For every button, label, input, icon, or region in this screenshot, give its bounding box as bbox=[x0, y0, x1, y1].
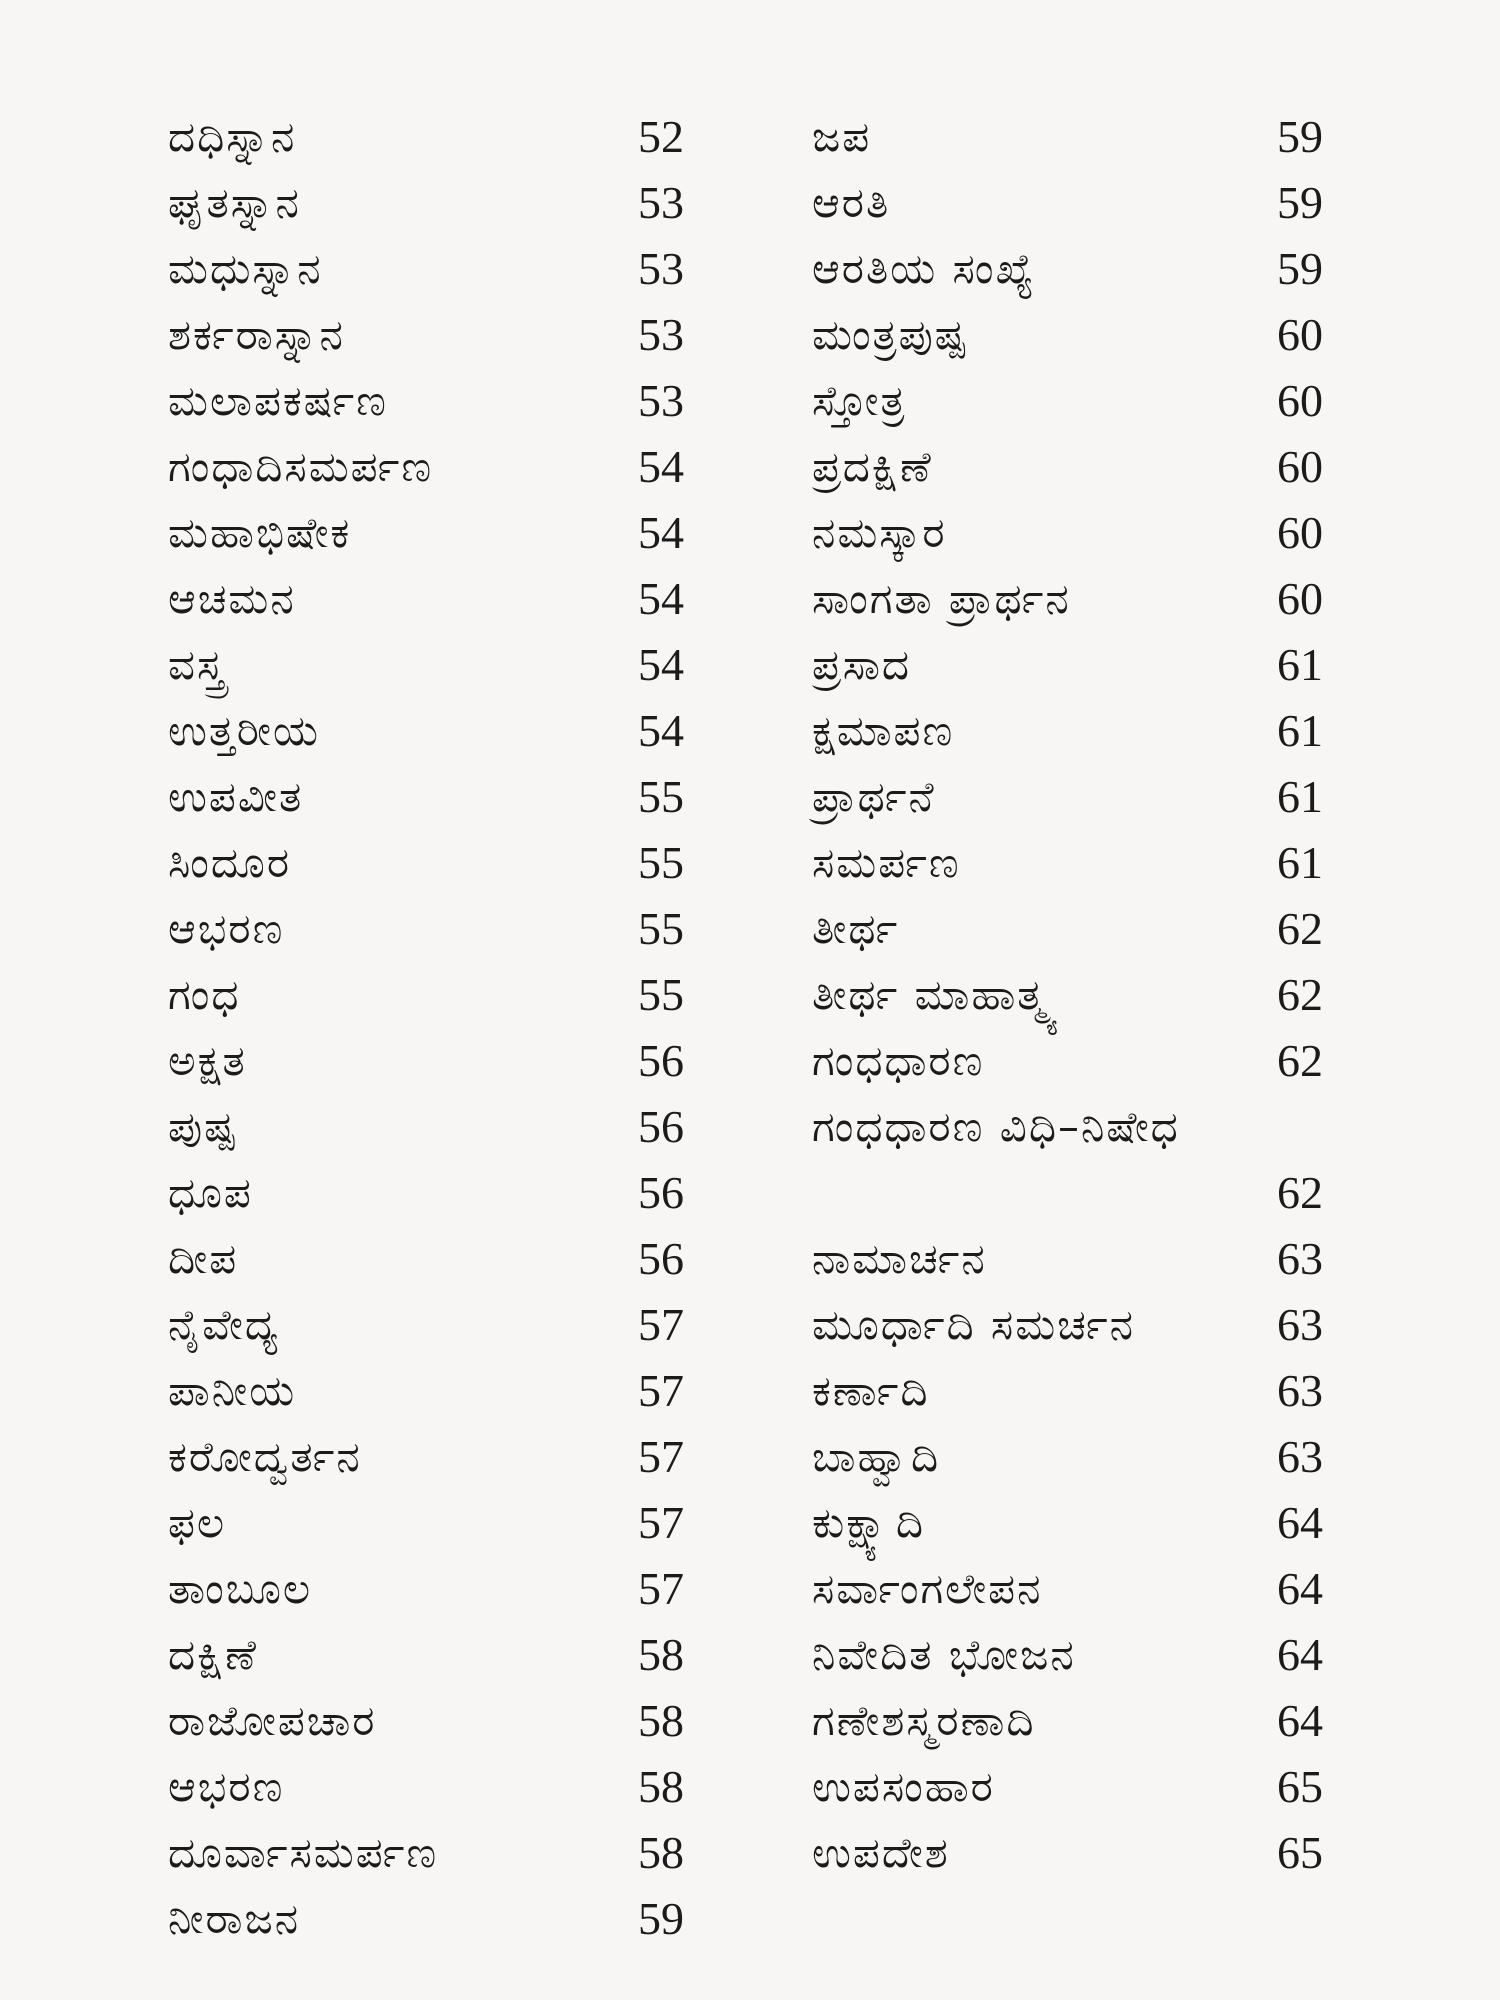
index-entry bbox=[168, 302, 698, 368]
entry-topic: ಜಪ bbox=[812, 112, 872, 161]
entry-page-number: 54 bbox=[638, 441, 684, 492]
index-entry bbox=[168, 236, 698, 302]
entry-topic: ಮಲಾಪಕರ್ಷಣ bbox=[168, 376, 388, 425]
index-entry bbox=[168, 1490, 698, 1556]
right-index-column bbox=[812, 104, 1342, 1886]
entry-topic: ಮಹಾಭಿಷೇಕ bbox=[168, 508, 352, 557]
index-entry bbox=[812, 1688, 1342, 1754]
entry-topic: ತೀರ್ಥ bbox=[812, 904, 900, 953]
entry-page-number: 63 bbox=[1277, 1299, 1323, 1350]
index-entry bbox=[168, 632, 698, 698]
entry-page-number: 62 bbox=[1277, 969, 1323, 1020]
entry-topic: ನಿವೇದಿತ ಭೋಜನ bbox=[812, 1630, 1076, 1679]
index-entry bbox=[812, 1490, 1342, 1556]
entry-page-number: 57 bbox=[638, 1299, 684, 1350]
entry-page-number: 60 bbox=[1277, 441, 1323, 492]
entry-topic: ಸರ್ವಾಂಗಲೇಪನ bbox=[812, 1564, 1043, 1613]
entry-topic: ನಮಸ್ಕಾರ bbox=[812, 508, 947, 557]
index-entry bbox=[812, 566, 1342, 632]
entry-page-number: 63 bbox=[1277, 1431, 1323, 1482]
index-entry bbox=[168, 1622, 698, 1688]
index-entry bbox=[168, 1226, 698, 1292]
entry-page-number: 64 bbox=[1277, 1563, 1323, 1614]
index-entry bbox=[168, 434, 698, 500]
entry-topic: ಅಕ್ಷತ bbox=[168, 1036, 247, 1085]
index-entry bbox=[812, 896, 1342, 962]
entry-page-number: 60 bbox=[1277, 507, 1323, 558]
entry-topic: ಆಚಮನ bbox=[168, 574, 296, 623]
index-entry bbox=[812, 170, 1342, 236]
entry-page-number: 61 bbox=[1277, 705, 1323, 756]
entry-topic: ಗಂಧಾದಿಸಮರ್ಪಣ bbox=[168, 442, 434, 491]
entry-topic: ಸಮರ್ಪಣ bbox=[812, 838, 961, 887]
entry-page-number: 57 bbox=[638, 1563, 684, 1614]
index-entry bbox=[168, 896, 698, 962]
entry-topic: ನೀರಾಜನ bbox=[168, 1894, 301, 1943]
entry-topic: ರಾಜೋಪಚಾರ bbox=[168, 1696, 377, 1745]
entry-topic: ದಧಿಸ್ನಾನ bbox=[168, 112, 297, 161]
entry-topic: ಕರ್ಣಾದಿ bbox=[812, 1366, 930, 1415]
entry-topic: ದೂರ್ವಾಸಮರ್ಪಣ bbox=[168, 1828, 439, 1877]
entry-page-number: 58 bbox=[638, 1761, 684, 1812]
entry-page-number: 57 bbox=[638, 1431, 684, 1482]
entry-topic: ಗಂಧ bbox=[168, 970, 241, 1019]
index-entry bbox=[168, 104, 698, 170]
entry-topic: ಗಂಧಧಾರಣ bbox=[812, 1036, 985, 1085]
entry-page-number: 54 bbox=[638, 573, 684, 624]
index-entry bbox=[168, 1028, 698, 1094]
entry-page-number: 64 bbox=[1277, 1695, 1323, 1746]
entry-topic: ಪ್ರಸಾದ bbox=[812, 640, 912, 689]
entry-topic: ದಕ್ಷಿಣೆ bbox=[168, 1630, 258, 1679]
entry-page-number: 61 bbox=[1277, 771, 1323, 822]
entry-page-number: 62 bbox=[1277, 1167, 1323, 1218]
entry-page-number: 53 bbox=[638, 375, 684, 426]
entry-page-number: 55 bbox=[638, 837, 684, 888]
index-entry bbox=[168, 1556, 698, 1622]
entry-page-number: 53 bbox=[638, 243, 684, 294]
entry-topic: ಆರತಿಯ ಸಂಖ್ಯೆ bbox=[812, 244, 1036, 293]
entry-page-number: 56 bbox=[638, 1101, 684, 1152]
entry-page-number: 54 bbox=[638, 639, 684, 690]
index-entry bbox=[812, 1292, 1342, 1358]
entry-page-number: 55 bbox=[638, 969, 684, 1020]
entry-topic: ತೀರ್ಥ ಮಾಹಾತ್ಮ್ಯ bbox=[812, 970, 1055, 1019]
index-entry bbox=[812, 500, 1342, 566]
entry-topic: ಬಾಹ್ವಾದಿ bbox=[812, 1432, 941, 1481]
entry-page-number: 60 bbox=[1277, 309, 1323, 360]
entry-topic: ಪ್ರಾರ್ಥನೆ bbox=[812, 772, 936, 821]
entry-page-number: 56 bbox=[638, 1035, 684, 1086]
index-entry bbox=[812, 1622, 1342, 1688]
entry-topic: ಸಿಂದೂರ bbox=[168, 838, 292, 887]
entry-page-number: 58 bbox=[638, 1695, 684, 1746]
entry-page-number: 54 bbox=[638, 705, 684, 756]
entry-page-number: 53 bbox=[638, 309, 684, 360]
entry-page-number: 64 bbox=[1277, 1497, 1323, 1548]
entry-topic: ದೀಪ bbox=[168, 1234, 239, 1283]
entry-page-number: 55 bbox=[638, 903, 684, 954]
entry-topic: ಕುಕ್ಷ್ಯಾದಿ bbox=[812, 1498, 926, 1547]
index-entry bbox=[812, 1028, 1342, 1094]
entry-topic: ಪಾನೀಯ bbox=[168, 1366, 297, 1415]
index-entry bbox=[812, 1556, 1342, 1622]
entry-topic: ಉತ್ತರೀಯ bbox=[168, 706, 320, 755]
index-entry bbox=[812, 764, 1342, 830]
entry-topic: ಉಪವೀತ bbox=[168, 772, 304, 821]
entry-topic: ಧೂಪ bbox=[168, 1168, 253, 1217]
entry-topic: ತಾಂಬೂಲ bbox=[168, 1564, 313, 1613]
index-entry bbox=[168, 698, 698, 764]
entry-topic: ನಾಮಾರ್ಚನ bbox=[812, 1234, 987, 1283]
index-entry bbox=[812, 1160, 1342, 1226]
index-entry bbox=[812, 104, 1342, 170]
index-entry bbox=[168, 1820, 698, 1886]
entry-topic: ಆರತಿ bbox=[812, 178, 891, 227]
entry-page-number: 59 bbox=[1277, 177, 1323, 228]
entry-topic: ವಸ್ತ್ರ bbox=[168, 640, 227, 689]
entry-page-number: 56 bbox=[638, 1167, 684, 1218]
index-entry bbox=[168, 1424, 698, 1490]
index-entry bbox=[812, 434, 1342, 500]
entry-page-number: 59 bbox=[1277, 111, 1323, 162]
entry-topic: ಆಭರಣ bbox=[168, 1762, 285, 1811]
index-entry bbox=[812, 236, 1342, 302]
entry-topic: ಘೃತಸ್ನಾನ bbox=[168, 178, 301, 227]
index-entry bbox=[168, 368, 698, 434]
entry-topic: ಶರ್ಕರಾಸ್ನಾನ bbox=[168, 310, 345, 359]
entry-topic: ಆಭರಣ bbox=[168, 904, 285, 953]
entry-topic: ಫಲ bbox=[168, 1498, 227, 1547]
index-entry bbox=[168, 764, 698, 830]
entry-page-number: 62 bbox=[1277, 903, 1323, 954]
entry-page-number: 59 bbox=[1277, 243, 1323, 294]
entry-page-number: 58 bbox=[638, 1629, 684, 1680]
index-entry bbox=[168, 1688, 698, 1754]
entry-page-number: 61 bbox=[1277, 837, 1323, 888]
index-entry bbox=[168, 1358, 698, 1424]
entry-page-number: 58 bbox=[638, 1827, 684, 1878]
entry-topic: ಉಪದೇಶ bbox=[812, 1828, 950, 1877]
entry-topic: ಮಂತ್ರಪುಷ್ಪ bbox=[812, 310, 969, 359]
entry-topic: ಮಧುಸ್ನಾನ bbox=[168, 244, 323, 293]
entry-page-number: 65 bbox=[1277, 1827, 1323, 1878]
index-entry bbox=[812, 1094, 1342, 1160]
index-entry bbox=[168, 566, 698, 632]
index-entry bbox=[812, 368, 1342, 434]
index-entry bbox=[812, 962, 1342, 1028]
index-entry bbox=[812, 1754, 1342, 1820]
entry-topic: ಕ್ಷಮಾಪಣ bbox=[812, 706, 955, 755]
index-entry bbox=[168, 830, 698, 896]
entry-page-number: 65 bbox=[1277, 1761, 1323, 1812]
entry-page-number: 60 bbox=[1277, 375, 1323, 426]
entry-topic: ಗಣೇಶಸ್ಮರಣಾದಿ bbox=[812, 1696, 1036, 1745]
entry-topic: ಸಾಂಗತಾ ಪ್ರಾರ್ಥನ bbox=[812, 574, 1071, 623]
entry-page-number: 63 bbox=[1277, 1233, 1323, 1284]
index-entry bbox=[168, 1094, 698, 1160]
entry-page-number: 55 bbox=[638, 771, 684, 822]
entry-topic: ಕರೋದ್ವರ್ತನ bbox=[168, 1432, 362, 1481]
entry-topic: ಉಪಸಂಹಾರ bbox=[812, 1762, 995, 1811]
index-entry bbox=[168, 1754, 698, 1820]
entry-topic: ನೈವೇದ್ಯ bbox=[168, 1300, 280, 1349]
index-entry bbox=[168, 962, 698, 1028]
entry-page-number: 62 bbox=[1277, 1035, 1323, 1086]
entry-page-number: 52 bbox=[638, 111, 684, 162]
index-entry bbox=[168, 500, 698, 566]
entry-page-number: 64 bbox=[1277, 1629, 1323, 1680]
index-entry bbox=[812, 1358, 1342, 1424]
entry-page-number: 54 bbox=[638, 507, 684, 558]
entry-topic: ಪ್ರದಕ್ಷಿಣೆ bbox=[812, 442, 933, 491]
entry-page-number: 63 bbox=[1277, 1365, 1323, 1416]
index-entry bbox=[168, 1160, 698, 1226]
entry-page-number: 60 bbox=[1277, 573, 1323, 624]
entry-page-number: 59 bbox=[638, 1893, 684, 1944]
entry-page-number: 56 bbox=[638, 1233, 684, 1284]
index-entry bbox=[812, 1820, 1342, 1886]
index-entry bbox=[168, 1292, 698, 1358]
index-entry bbox=[812, 698, 1342, 764]
left-index-column bbox=[168, 104, 698, 1952]
index-entry bbox=[168, 170, 698, 236]
entry-page-number: 61 bbox=[1277, 639, 1323, 690]
index-entry bbox=[812, 1424, 1342, 1490]
entry-page-number: 53 bbox=[638, 177, 684, 228]
entry-topic: ಸ್ತೋತ್ರ bbox=[812, 376, 907, 425]
index-entry bbox=[812, 1226, 1342, 1292]
index-entry bbox=[812, 302, 1342, 368]
entry-page-number: 57 bbox=[638, 1497, 684, 1548]
index-entry bbox=[168, 1886, 698, 1952]
index-entry bbox=[812, 830, 1342, 896]
entry-topic: ಮೂರ್ಧಾದಿ ಸಮರ್ಚನ bbox=[812, 1300, 1135, 1349]
index-entry bbox=[812, 632, 1342, 698]
entry-topic: ಪುಷ್ಪ bbox=[168, 1102, 238, 1151]
entry-topic: ಗಂಧಧಾರಣ ವಿಧಿ–ನಿಷೇಧ bbox=[812, 1102, 1180, 1151]
entry-page-number: 57 bbox=[638, 1365, 684, 1416]
